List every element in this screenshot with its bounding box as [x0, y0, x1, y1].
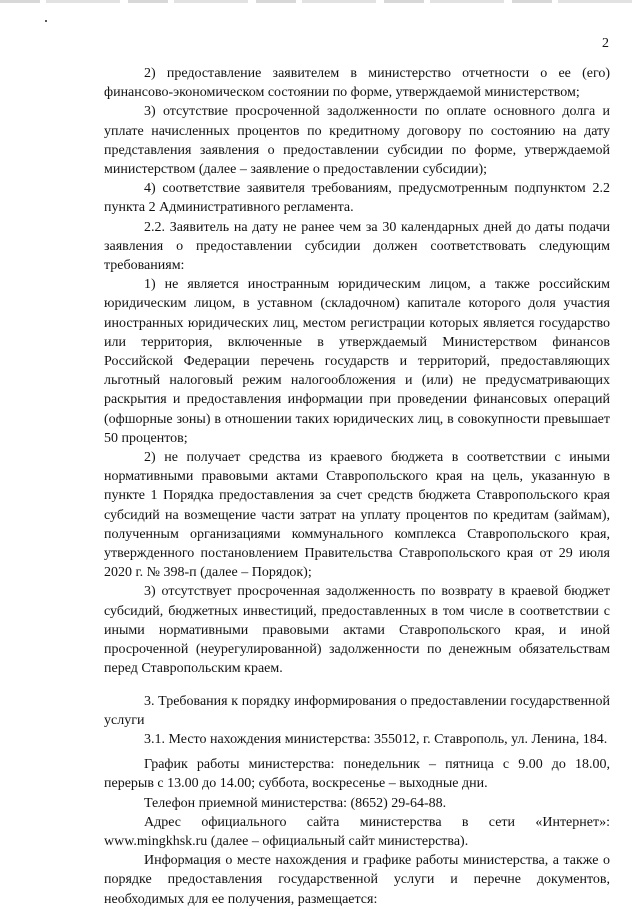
paragraph-item-3: 3) отсутствие просроченной задолженности по оплате основного долга и уплате начисленных процентов по кредитному договору по состоянию на дату представления заявления о предоставлении субсидии по форме, утверждаемой министерством (далее – заявление о предоставлении субсидии); [104, 104, 610, 178]
paragraph-requirement-2: 2) не получает средства из краевого бюджета в соответствии с иными нормативными правовыми актами Ставропольского края на цель, указанную в пункте 1 Порядка предоставления за счет средств бюджета Ставропольского края субсидий на возмещение части затрат на уплату процентов по кредитам (займам), полученным организациями коммунального комплекса Ставропольского края, утвержденного постановлением Правительства Ставропольского края от 29 июля 2020 г. № 398-п (далее – Порядок); [104, 450, 610, 581]
scan-top-edge [0, 0, 639, 3]
paragraph-section-2-2: 2.2. Заявитель на дату не ранее чем за 30 календарных дней до даты подачи заявления о предоставлении субсидии должен соответствовать следующим требованиям: [104, 219, 610, 274]
page-number: 2 [602, 36, 609, 51]
paragraph-info-placement: Информация о месте нахождения и графике работы министерства, а также о порядке предоставления государственной услуги и перечне документов, необходимых для ее получения, размещается: [104, 853, 610, 907]
paragraph-requirement-3: 3) отсутствует просроченная задолженность по возврату в краевой бюджет субсидий, бюджетных инвестиций, предоставленных в том числе в соответствии с иными нормативными правовыми актами Ставропольского края, и иной просроченной (неурегулированной) задолженности по денежным обязательствам перед Ставропольским краем. [104, 584, 610, 677]
paragraph-website: Адрес официального сайта министерства в сети «Интернет»: www.mingkhsk.ru (далее – официальный сайт министерства). [104, 814, 610, 849]
paragraph-requirement-1: 1) не является иностранным юридическим лицом, а также российским юридическим лицом, в уставном (складочном) капитале которого доля участия иностранных юридических лиц, местом регистрации которых является государство или территория, включенные в утверждаемый Министерством финансов Российской Федерации перечень государств и территорий, предоставляющих льготный налоговый режим налогообложения и (или) не предусматривающих раскрытия и предоставления информации при проведении финансовых операций (офшорные зоны) в отношении таких юридических лиц, в совокупности превышает 50 процентов; [104, 277, 610, 446]
paragraph-work-schedule: График работы министерства: понедельник – пятница с 9.00 до 18.00, перерыв с 13.00 до 14.00; суббота, воскресенье – выходные дни. [104, 757, 610, 792]
document-body [104, 64, 610, 909]
scan-speck [45, 20, 47, 22]
paragraph-item-4: 4) соответствие заявителя требованиям, предусмотренным подпунктом 2.2 пункта 2 Административного регламента. [104, 181, 610, 216]
paragraph-phone: Телефон приемной министерства: (8652) 29-64-88. [144, 795, 447, 811]
paragraph-section-3-1: 3.1. Место нахождения министерства: 355012, г. Ставрополь, ул. Ленина, 184. [144, 731, 608, 747]
paragraph-item-2: 2) предоставление заявителем в министерство отчетности о ее (его) финансово-экономическом состоянии по форме, утверждаемой министерством; [104, 66, 610, 101]
section-heading-3: 3. Требования к порядку информирования о предоставлении государственной услуги [104, 693, 610, 728]
